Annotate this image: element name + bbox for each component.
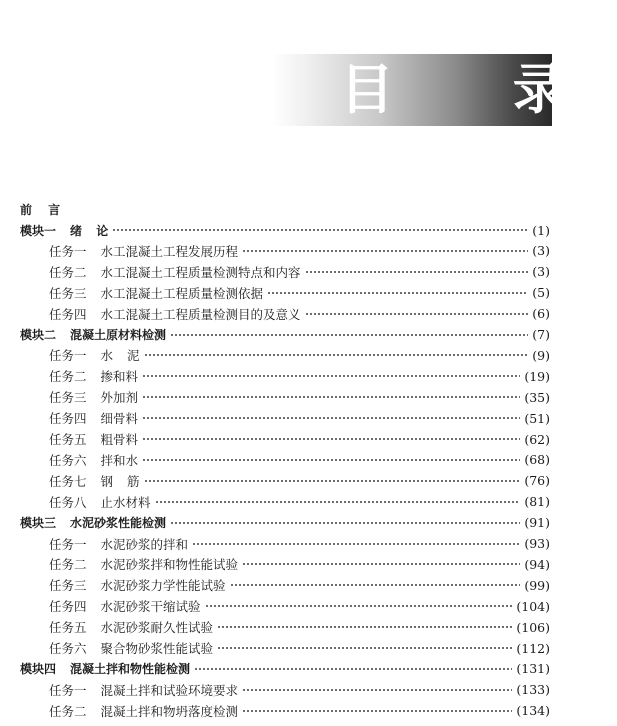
entry-title: 水工混凝土工程质量检测特点和内容	[100, 264, 301, 280]
dot-leader	[242, 246, 528, 256]
dot-leader	[170, 518, 520, 528]
entry-code: 模块三	[20, 516, 57, 531]
entry-title: 水 泥	[100, 348, 140, 364]
toc-task-entry[interactable]	[49, 345, 550, 365]
dot-leader	[217, 643, 512, 653]
entry-code: 任务一	[49, 536, 87, 552]
entry-title: 水泥砂浆性能检测	[70, 516, 167, 531]
page-number: (76)	[524, 473, 550, 489]
dot-leader	[142, 371, 520, 381]
page-number: (3)	[532, 243, 550, 259]
dot-leader	[305, 309, 529, 319]
entry-title: 混凝土拌和试验环境要求	[100, 682, 239, 698]
dot-leader	[230, 580, 521, 590]
page-title: 目 录	[340, 58, 617, 121]
toc-task-entry[interactable]	[49, 596, 550, 616]
page-number: (133)	[516, 682, 550, 698]
toc-task-entry[interactable]	[49, 262, 550, 282]
toc-task-entry[interactable]	[49, 617, 550, 637]
page-number: (9)	[532, 347, 550, 363]
entry-title: 钢 筋	[100, 473, 140, 489]
dot-leader	[242, 685, 512, 695]
entry-code: 任务六	[49, 452, 87, 468]
toc-task-entry[interactable]	[49, 283, 550, 303]
entry-code: 任务四	[49, 306, 87, 322]
page-number: (104)	[516, 598, 550, 614]
page-number: (19)	[524, 368, 550, 384]
entry-title: 混凝土拌和物坍落度检测	[100, 703, 239, 719]
page-number: (5)	[532, 285, 550, 301]
entry-code: 任务五	[49, 432, 87, 447]
toc-task-entry[interactable]	[49, 492, 550, 512]
entry-title: 聚合物砂浆性能试验	[100, 641, 214, 656]
page-number: (106)	[516, 619, 550, 635]
entry-title: 混凝土拌和物性能检测	[70, 662, 191, 677]
entry-title: 水泥砂浆拌和物性能试验	[100, 557, 239, 573]
page-number: (131)	[516, 661, 550, 677]
entry-code: 任务三	[49, 285, 87, 301]
preface-entry[interactable]	[20, 199, 572, 219]
dot-leader	[194, 664, 512, 674]
toc-task-entry[interactable]	[49, 638, 550, 658]
entry-title: 混凝土原材料检测	[70, 328, 167, 342]
dot-leader	[142, 413, 520, 423]
entry-code: 任务一	[49, 348, 87, 364]
toc-task-entry[interactable]	[49, 408, 550, 428]
entry-title: 掺和料	[100, 369, 139, 385]
toc-task-entry[interactable]	[49, 471, 550, 491]
dot-leader	[144, 350, 529, 360]
entry-code: 任务五	[49, 620, 87, 636]
toc-task-entry[interactable]	[49, 366, 550, 386]
entry-code: 任务七	[49, 473, 87, 489]
entry-code: 任务一	[49, 682, 87, 698]
entry-title: 水泥砂浆的拌和	[100, 536, 189, 552]
toc-task-entry[interactable]	[49, 701, 550, 721]
dot-leader	[142, 392, 520, 402]
toc-task-entry[interactable]	[49, 680, 550, 700]
dot-leader	[217, 622, 512, 632]
toc-task-entry[interactable]	[49, 387, 550, 407]
page-number: (91)	[524, 515, 550, 531]
dot-leader	[142, 455, 520, 465]
page-number: (6)	[532, 306, 550, 322]
entry-title: 细骨料	[100, 411, 139, 427]
entry-code: 任务四	[49, 411, 87, 427]
toc-module-entry[interactable]	[20, 325, 550, 345]
dot-leader	[267, 288, 528, 298]
page-number: (99)	[524, 577, 550, 593]
entry-code: 模块二	[20, 328, 57, 342]
page-number: (68)	[524, 452, 550, 468]
toc-task-entry[interactable]	[49, 304, 550, 324]
entry-title: 水泥砂浆干缩试验	[100, 599, 201, 615]
page-number: (134)	[516, 703, 550, 719]
entry-title: 水泥砂浆力学性能试验	[100, 578, 226, 594]
page-number: (51)	[524, 410, 550, 426]
entry-code: 模块一	[20, 223, 57, 238]
entry-code: 任务四	[49, 599, 87, 615]
dot-leader	[112, 225, 528, 235]
entry-title: 绪 论	[70, 223, 109, 238]
entry-title: 止水材料	[100, 494, 151, 510]
page-number: (7)	[532, 327, 550, 342]
toc-task-entry[interactable]	[49, 429, 550, 449]
dot-leader	[170, 330, 528, 340]
page-number: (3)	[532, 264, 550, 280]
toc-task-entry[interactable]	[49, 241, 550, 261]
page-number: (93)	[524, 536, 550, 551]
page-number: (112)	[516, 640, 550, 656]
dot-leader	[192, 539, 520, 549]
entry-title: 水泥砂浆耐久性试验	[100, 620, 214, 636]
entry-code: 任务二	[49, 264, 87, 280]
page-number: (94)	[524, 556, 550, 572]
dot-leader	[155, 497, 521, 507]
toc-module-entry[interactable]	[20, 659, 550, 679]
dot-leader	[305, 267, 529, 277]
entry-code: 任务一	[49, 243, 87, 259]
toc-module-entry[interactable]	[20, 513, 550, 533]
dot-leader	[242, 706, 512, 716]
entry-title: 粗骨料	[100, 432, 139, 447]
toc-task-entry[interactable]	[49, 450, 550, 470]
dot-leader	[142, 434, 520, 444]
entry-code: 任务八	[49, 494, 87, 510]
toc-task-entry[interactable]	[49, 575, 550, 595]
entry-title: 拌和水	[100, 452, 139, 468]
entry-title: 水工混凝土工程质量检测目的及意义	[100, 306, 301, 322]
page-number: (81)	[524, 494, 550, 510]
entry-code: 任务二	[49, 369, 87, 385]
dot-leader	[144, 476, 521, 486]
entry-code: 任务二	[49, 703, 87, 719]
page-number: (1)	[532, 222, 550, 238]
dot-leader	[205, 601, 513, 611]
page-number: (62)	[524, 431, 550, 447]
entry-code: 任务六	[49, 641, 87, 656]
entry-title: 外加剂	[100, 390, 139, 406]
toc-task-entry[interactable]	[49, 534, 550, 554]
preface-label: 前 言	[20, 202, 67, 217]
entry-title: 水工混凝土工程发展历程	[100, 243, 239, 259]
entry-code: 任务三	[49, 390, 87, 406]
entry-code: 任务二	[49, 557, 87, 573]
entry-code: 模块四	[20, 662, 57, 677]
toc-task-entry[interactable]	[49, 554, 550, 574]
page-number: (35)	[524, 389, 550, 405]
toc-module-entry[interactable]	[20, 220, 550, 240]
entry-title: 水工混凝土工程质量检测依据	[100, 285, 264, 301]
dot-leader	[242, 559, 520, 569]
entry-code: 任务三	[49, 578, 87, 594]
